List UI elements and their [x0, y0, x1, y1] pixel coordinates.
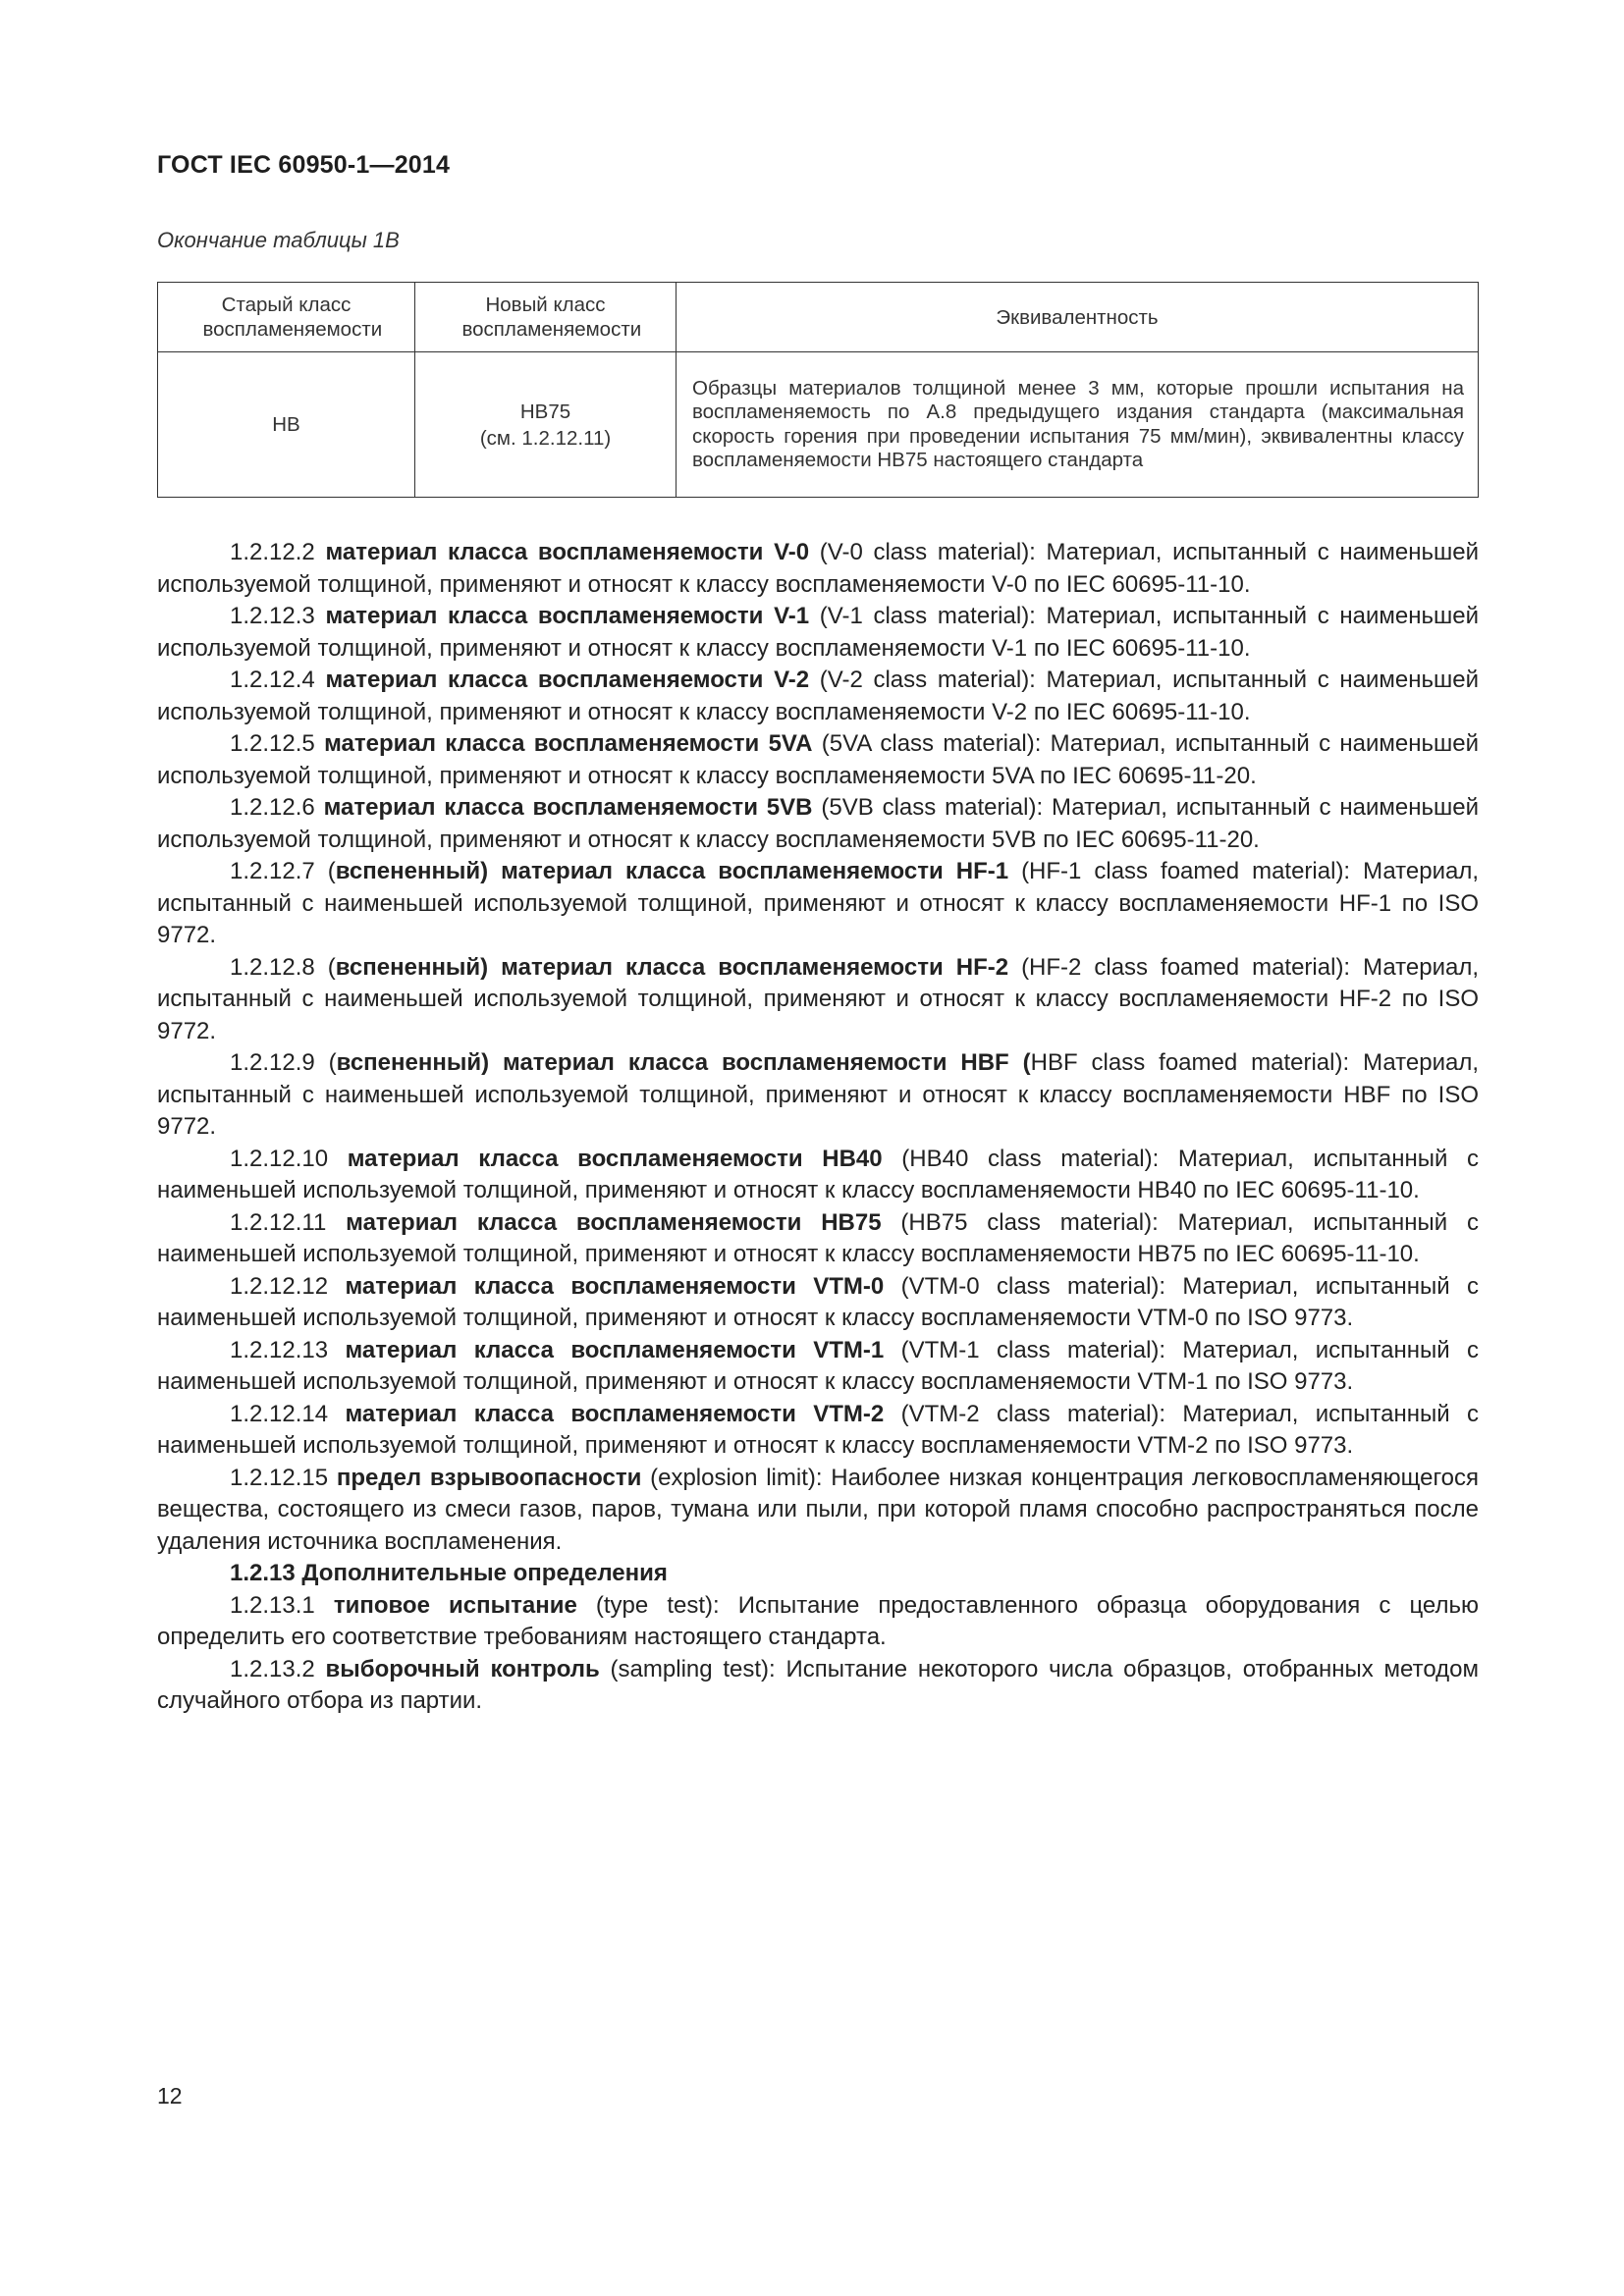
definition-term: вспененный) материал класса воспламеняемости HBF ( [336, 1049, 1031, 1076]
definition-paragraph [157, 1654, 1479, 1718]
definition-number: 1.2.12.12 [230, 1272, 329, 1300]
definition-paragraph [157, 952, 1479, 1048]
definition-term: материал класса воспламеняемости VTM-2 [345, 1400, 885, 1427]
definition-text: (HF-1 class foamed material): Материал, испытанный с наименьшей используемой толщиной, применяют и относят к классу воспламеняемости HF-1 по ISO 9772. [157, 858, 1480, 948]
table-caption: Окончание таблицы 1В [157, 228, 400, 252]
definition-number: 1.2.12.11 [230, 1208, 327, 1236]
definition-term: выборочный контроль [325, 1655, 600, 1682]
definition-text: (VTM-2 class material): Материал, испытанный с наименьшей используемой толщиной, применяют и относят к классу воспламеняемости VTM-2 по ISO 9773. [157, 1400, 1480, 1459]
cell-new-class [415, 352, 677, 498]
definition-number: 1.2.12.7 [230, 858, 315, 884]
table-header-row [158, 283, 1479, 352]
definition-term: материал класса воспламеняемости V-0 [325, 539, 810, 565]
definition-text: (5VB class material): Материал, испытанный с наименьшей используемой толщиной, применяют и относят к классу воспламеняемости 5VB по IEC 60695-11-20. [157, 794, 1479, 853]
flammability-table [157, 282, 1479, 498]
definition-text: (explosion limit): Наиболее низкая концентрация легковоспламеняющегося вещества, состоящего из смеси газов, паров, тумана или пыли, при которой пламя способно распространяться после удаления источника воспламенения. [157, 1464, 1480, 1555]
definition-text: (HF-2 class foamed material): Материал, испытанный с наименьшей используемой толщиной, применяют и относят к классу воспламеняемости HF-2 по ISO 9772. [157, 953, 1480, 1044]
definition-term: материал класса воспламеняемости 5VB [323, 794, 813, 821]
definition-term: материал класса воспламеняемости VTM-1 [345, 1336, 885, 1363]
definition-text: (VTM-1 class material): Материал, испытанный с наименьшей используемой толщиной, применяют и относят к классу воспламеняемости VTM-1 по ISO 9773. [157, 1336, 1480, 1395]
definition-number: 1.2.12.5 [230, 730, 315, 757]
definition-number: 1.2.12.3 [230, 603, 315, 629]
definition-paragraph [157, 728, 1479, 792]
column-header-new-class-text: Новый класс воспламеняемости [461, 294, 642, 341]
definition-prefix: ( [328, 1049, 337, 1076]
definition-term: типовое испытание [333, 1591, 577, 1619]
definition-term: материал класса воспламеняемости HB75 [346, 1208, 882, 1236]
cell-equivalence: Образцы материалов толщиной менее 3 мм, которые прошли испытания на воспламеняемость по А.8 предыдущего издания стандарта (максимальная скорость горения при проведении испытания 75 мм/мин), эквивалентны классу воспламеняемости HB75 настоящего стандарта [677, 352, 1479, 498]
definition-text: HBF class foamed material): Материал, испытанный с наименьшей используемой толщиной, применяют и относят к классу воспламеняемости HBF по ISO 9772. [157, 1049, 1479, 1140]
definition-paragraph [157, 601, 1479, 665]
column-header-new-class [415, 283, 677, 352]
definition-text: (VTM-0 class material): Материал, испытанный с наименьшей используемой толщиной, применяют и относят к классу воспламеняемости VTM-0 по ISO 9773. [157, 1272, 1480, 1331]
definitions-text [157, 537, 1479, 1718]
new-class-value: HB75 [519, 400, 571, 423]
definition-number: 1.2.12.8 [230, 953, 315, 981]
section-title: Дополнительные определения [301, 1560, 668, 1586]
cell-old-class: HB [158, 352, 415, 498]
standard-header: ГОСТ IEC 60950-1—2014 [157, 151, 451, 179]
column-header-equivalence: Эквивалентность [677, 283, 1479, 352]
definition-paragraph [157, 792, 1479, 856]
definition-number: 1.2.12.10 [230, 1145, 329, 1172]
definition-term: материал класса воспламеняемости 5VA [324, 730, 813, 757]
definition-number: 1.2.12.14 [230, 1400, 329, 1427]
definition-term: материал класса воспламеняемости V-1 [325, 603, 810, 629]
definition-text: (V-0 class material): Материал, испытанный с наименьшей используемой толщиной, применяют и относят к классу воспламеняемости V-0 по IEC 60695-11-10. [157, 539, 1479, 598]
definition-prefix: ( [327, 953, 336, 981]
definition-term: вспененный) материал класса воспламеняемости HF-1 [335, 858, 1009, 884]
definition-number: 1.2.12.15 [230, 1464, 329, 1491]
definition-number: 1.2.12.2 [230, 539, 315, 565]
definition-number: 1.2.12.6 [230, 794, 315, 821]
definition-prefix: ( [327, 858, 336, 884]
definition-number: 1.2.12.13 [230, 1336, 329, 1363]
definition-paragraph [157, 1335, 1479, 1399]
definition-paragraph [157, 1047, 1479, 1144]
table-row [158, 352, 1479, 498]
definition-number: 1.2.13.1 [230, 1591, 315, 1619]
definition-number: 1.2.12.4 [230, 667, 315, 693]
definition-paragraph [157, 1463, 1479, 1559]
definition-paragraph [157, 537, 1479, 601]
definition-text: (HB75 class material): Материал, испытанный с наименьшей используемой толщиной, применяют и относят к классу воспламеняемости HB75 по IEC 60695-11-10. [157, 1208, 1480, 1267]
definition-number: 1.2.13.2 [230, 1655, 315, 1682]
definition-paragraph [157, 856, 1479, 952]
column-header-old-class [158, 283, 415, 352]
definition-paragraph [157, 1399, 1479, 1463]
definition-text: (5VA class material): Материал, испытанный с наименьшей используемой толщиной, применяют и относят к классу воспламеняемости 5VA по IEC 60695-11-20. [157, 730, 1480, 789]
new-class-reference: (см. 1.2.12.11) [479, 426, 612, 450]
definition-term: материал класса воспламеняемости V-2 [325, 667, 810, 693]
page-number: 12 [157, 2083, 183, 2109]
section-number: 1.2.13 [230, 1560, 296, 1586]
definition-text: (sampling test): Испытание некоторого числа образцов, отобранных методом случайного отбора из партии. [157, 1655, 1480, 1714]
definition-text: (V-1 class material): Материал, испытанный с наименьшей используемой толщиной, применяют и относят к классу воспламеняемости V-1 по IEC 60695-11-10. [157, 603, 1479, 662]
definition-paragraph [157, 1590, 1479, 1654]
definition-paragraph [157, 1207, 1479, 1271]
definition-paragraph [157, 665, 1479, 728]
definition-term: вспененный) материал класса воспламеняемости HF-2 [335, 953, 1009, 981]
definition-term: предел взрывоопасности [336, 1464, 642, 1491]
definition-paragraph [157, 1144, 1479, 1207]
definition-term: материал класса воспламеняемости HB40 [347, 1145, 883, 1172]
column-header-old-class-text: Старый класс воспламеняемости [202, 294, 383, 341]
definition-number: 1.2.12.9 [230, 1049, 315, 1076]
definition-term: материал класса воспламеняемости VTM-0 [345, 1272, 885, 1300]
definition-text: (V-2 class material): Материал, испытанный с наименьшей используемой толщиной, применяют и относят к классу воспламеняемости V-2 по IEC 60695-11-10. [157, 667, 1479, 725]
section-heading [157, 1558, 1479, 1590]
definition-text: (HB40 class material): Материал, испытанный с наименьшей используемой толщиной, применяют и относят к классу воспламеняемости HB40 по IEC 60695-11-10. [157, 1145, 1480, 1203]
definition-text: (type test): Испытание предоставленного образца оборудования с целью определить его соответствие требованиям настоящего стандарта. [157, 1591, 1479, 1650]
definition-paragraph [157, 1271, 1479, 1335]
